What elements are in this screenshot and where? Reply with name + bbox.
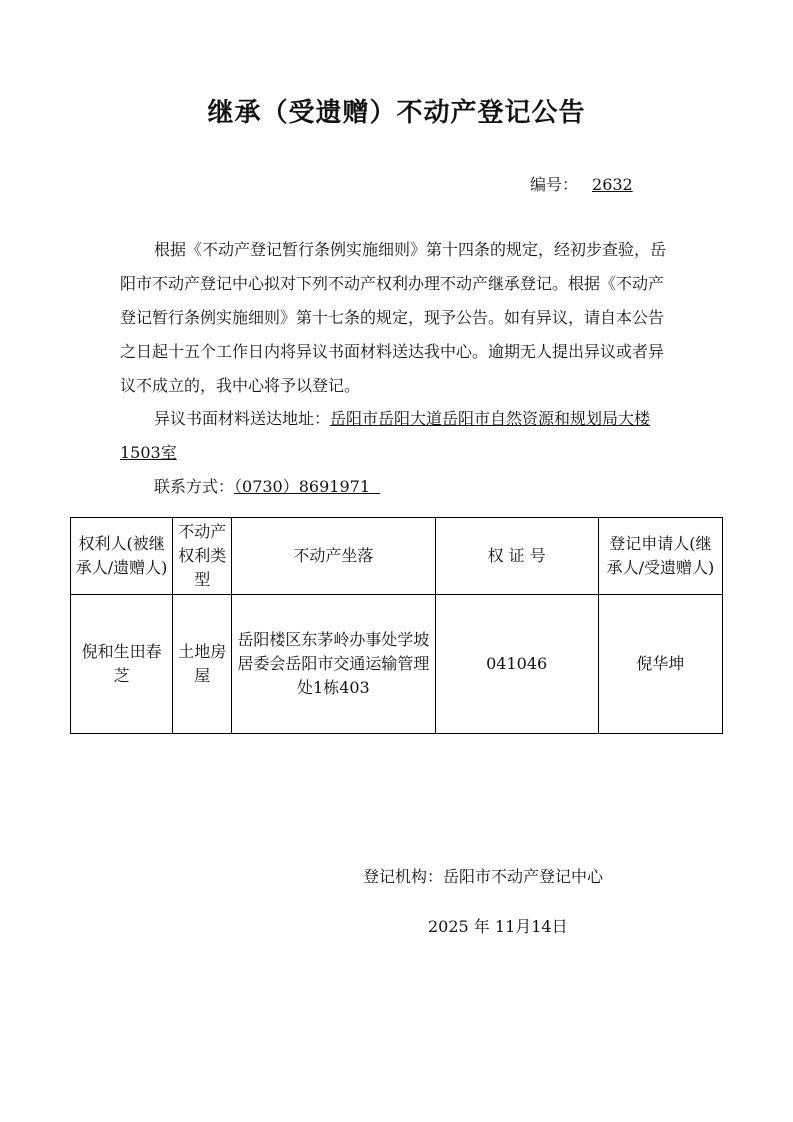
cell-right-type: 土地房屋 [173,595,232,734]
header-holder: 权利人(被继承人/遗赠人) [71,518,173,595]
address-label: 异议书面材料送达地址： [154,409,331,428]
document-number-label: 编号： [530,175,579,194]
cell-holder: 倪和生田春芝 [71,595,173,734]
header-right-type: 不动产权利类型 [173,518,232,595]
table-row [71,595,723,734]
page-title: 继承（受遗赠）不动产登记公告 [207,98,586,128]
header-location: 不动产坐落 [232,518,435,595]
registration-table [70,517,723,734]
header-applicant: 登记申请人(继承人/受遗赠人) [598,518,722,595]
table-header-row [71,518,723,595]
notice-paragraph: 根据《不动产登记暂行条例实施细则》第十四条的规定，经初步查验，岳阳市不动产登记中心拟对下列不动产权利办理不动产继承登记。根据《不动产登记暂行条例实施细则》第十七条的规定，现予公告。如有异议，请自本公告之日起十五个工作日内将异议书面材料送达我中心。逾期无人提出异议或者异议不成立的，我中心将予以登记。 [120,240,667,395]
cell-location: 岳阳楼区东茅岭办事处学坡居委会岳阳市交通运输管理处1栋403 [232,595,435,734]
cell-applicant: 倪华坤 [598,595,722,734]
contact-value: （0730）8691971 [234,477,381,496]
cell-cert-no: 041046 [435,595,598,734]
contact-info [120,470,673,504]
objection-address [120,402,673,470]
address-value: 岳阳市岳阳大道岳阳市自然资源和规划局大楼1503室 [120,409,651,462]
document-number-value: 2632 [592,175,633,194]
registration-organization: 登记机构：岳阳市不动产登记中心 [363,867,604,886]
contact-label: 联系方式： [154,477,235,496]
header-cert-no: 权 证 号 [435,518,598,595]
document-number [530,172,633,195]
notice-date: 2025 年 11月14日 [428,917,568,936]
